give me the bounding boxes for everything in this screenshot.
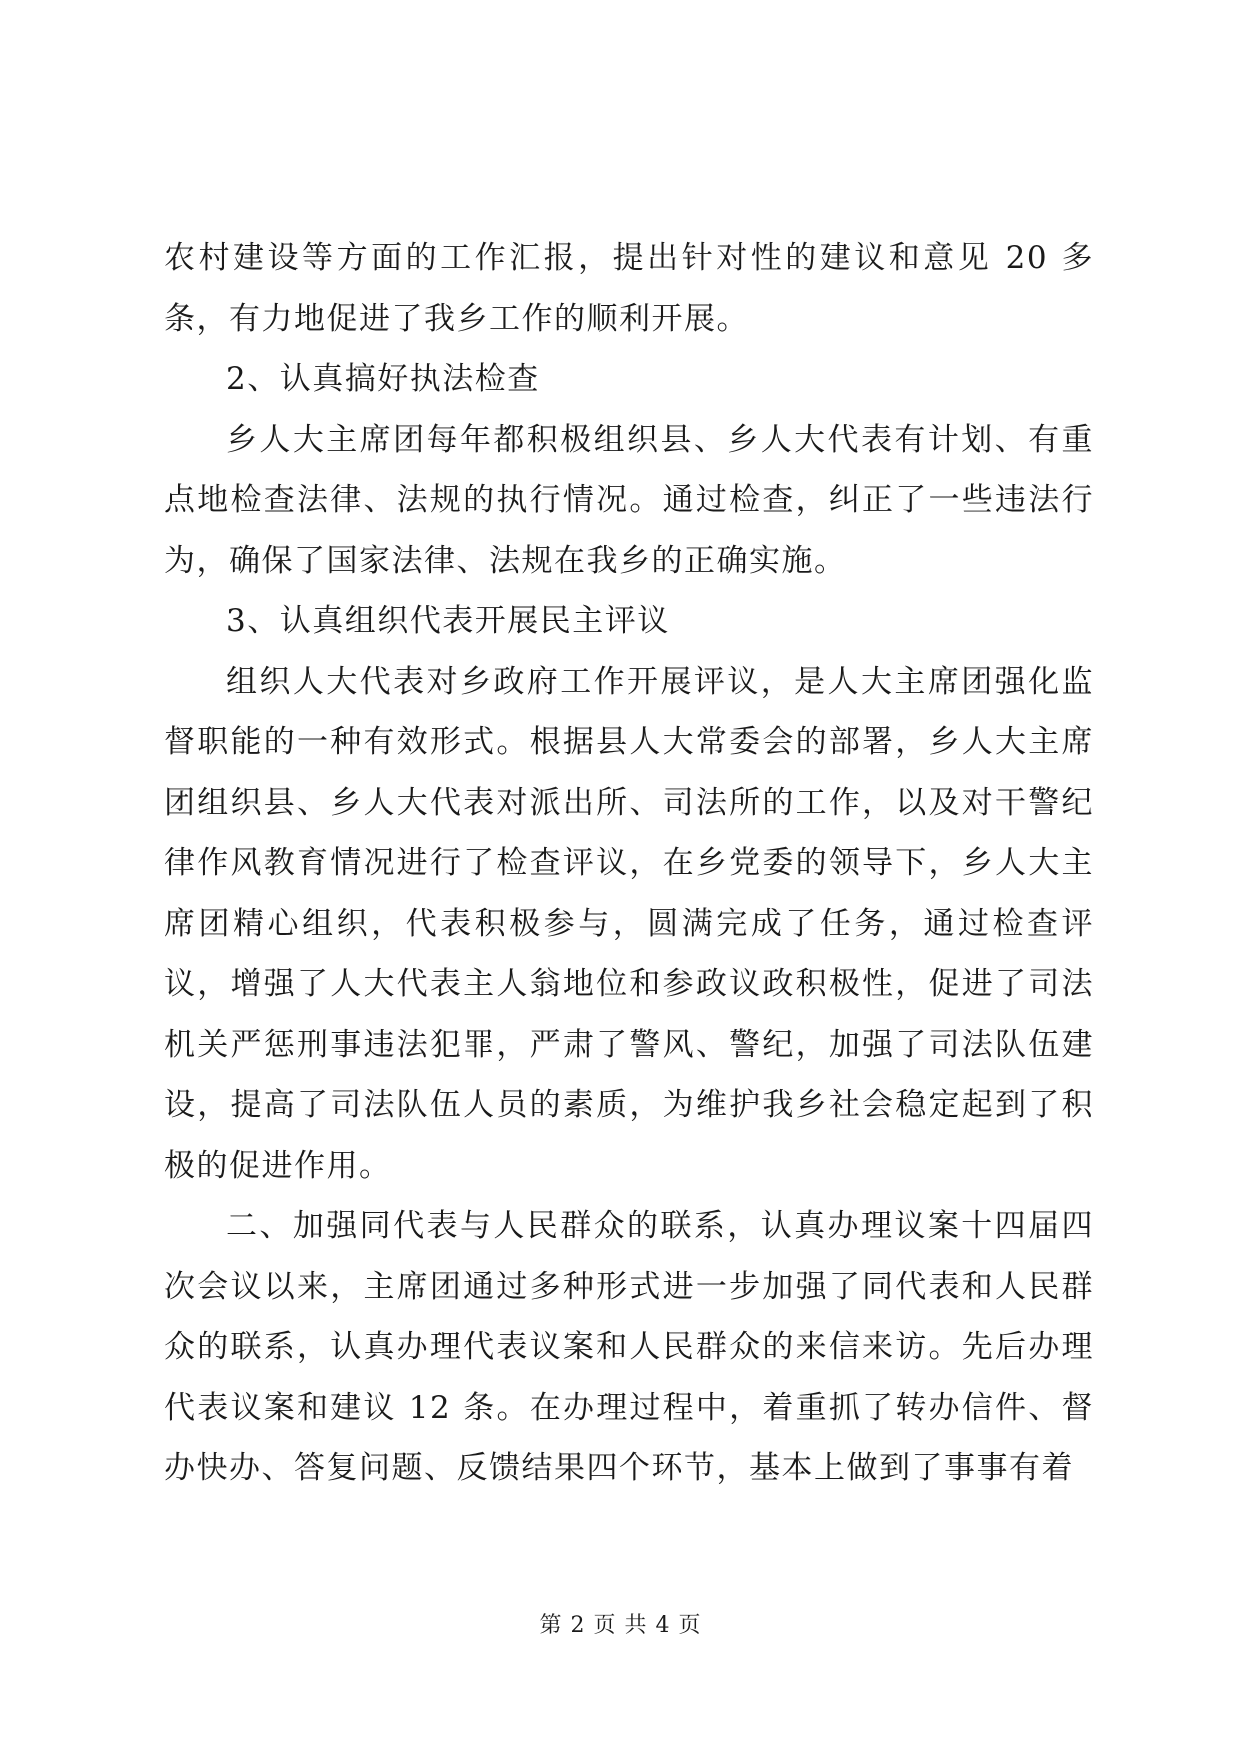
section-heading-democratic-review: 3、认真组织代表开展民主评议: [226, 603, 670, 639]
paragraph-continuation: 农村建设等方面的工作汇报，提出针对性的建议和意见 20 多条，有力地促进了我乡工作的顺利开展。: [164, 240, 1094, 337]
paragraph-law-enforcement: 乡人大主席团每年都积极组织县、乡人大代表有计划、有重点地检查法律、法规的执行情况。通过检查，纠正了一些违法行为，确保了国家法律、法规在我乡的正确实施。: [164, 421, 1094, 579]
paragraph-democratic-review: 组织人大代表对乡政府工作开展评议，是人大主席团强化监督职能的一种有效形式。根据县人大常委会的部署，乡人大主席团组织县、乡人大代表对派出所、司法所的工作，以及对干警纪律作风教育情况进行了检查评议，在乡党委的领导下，乡人大主席团精心组织，代表积极参与，圆满完成了任务，通过检查评议，增强了人大代表主人翁地位和参政议政积极性，促进了司法机关严惩刑事违法犯罪，严肃了警风、警纪，加强了司法队伍建设，提高了司法队伍人员的素质，为维护我乡社会稳定起到了积极的促进作用。: [164, 663, 1094, 1184]
document-body: [164, 228, 1094, 1499]
paragraph-liaison-with-people: 二、加强同代表与人民群众的联系，认真办理议案十四届四次会议以来，主席团通过多种形式进一步加强了同代表和人民群众的联系，认真办理代表议案和人民群众的来信来访。先后办理代表议案和建议 12 条。在办理过程中，着重抓了转办信件、督办快办、答复问题、反馈结果四个环节，基本上做到了事事有着: [164, 1208, 1094, 1486]
section-heading-law-enforcement: 2、认真搞好执法检查: [226, 361, 540, 397]
page-number-footer: 第 2 页 共 4 页: [539, 1613, 702, 1638]
